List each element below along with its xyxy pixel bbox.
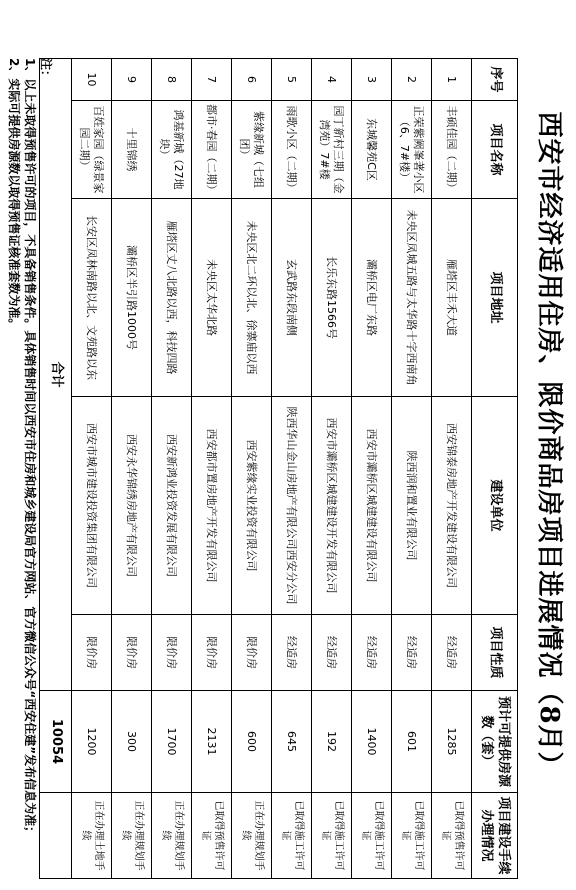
table-row (112, 59, 152, 879)
table-row (72, 59, 112, 879)
total-value: 10054 (40, 691, 72, 793)
table-header-row (472, 59, 518, 879)
cell-no: 5 (272, 59, 312, 101)
cell-nature: 限价房 (152, 615, 192, 691)
cell-progress: 正在办理规划手续 (232, 793, 272, 879)
cell-nature: 经适房 (272, 615, 312, 691)
cell-name: 十里锦绣 (112, 101, 152, 199)
cell-nature: 限价房 (72, 615, 112, 691)
cell-progress: 已取得预售许可证 (432, 793, 472, 879)
header-progress: 项目建设手续办理情况 (472, 793, 518, 879)
cell-no: 6 (232, 59, 272, 101)
header-nature: 项目性质 (472, 615, 518, 691)
cell-name: 东城馨苑C区 (352, 101, 392, 199)
cell-address: 长乐东路1566号 (312, 199, 352, 397)
table-row (152, 59, 192, 879)
cell-name: 都市·春园（二期） (192, 101, 232, 199)
cell-nature: 经适房 (312, 615, 352, 691)
cell-name: 丰硕佳园（二期） (432, 101, 472, 199)
cell-address: 灞桥区半引路1000号 (112, 199, 152, 397)
cell-supply: 601 (392, 691, 432, 793)
cell-name: 园丁新村三期（金湾苑）7#楼 (312, 101, 352, 199)
cell-no: 1 (432, 59, 472, 101)
cell-address: 雁塔区丈八北路以西，科技四路 (152, 199, 192, 397)
cell-unit: 陕西华山金山房地产有限公司西安分公司 (272, 397, 312, 615)
cell-supply: 2131 (192, 691, 232, 793)
cell-no: 8 (152, 59, 192, 101)
cell-address: 长安区凤林南路以北、文苑路以东 (72, 199, 112, 397)
cell-no: 7 (192, 59, 232, 101)
cell-progress: 已取得预售许可证 (192, 793, 232, 879)
header-supply: 预计可提供房源数（套） (472, 691, 518, 793)
notes (6, 58, 54, 878)
cell-supply: 1400 (352, 691, 392, 793)
cell-no: 2 (392, 59, 432, 101)
cell-unit: 西安市灞桥区城建建设开发有限公司 (312, 397, 352, 615)
cell-progress: 已取得施工许可证 (312, 793, 352, 879)
table-row (192, 59, 232, 879)
note-item: 2、实际可提供房源数以取得预售证核准套数为准。 (7, 58, 21, 331)
cell-name: 雨歌小区（二期） (272, 101, 312, 199)
cell-no: 10 (72, 59, 112, 101)
cell-progress: 正在办理规划手续 (112, 793, 152, 879)
cell-supply: 1285 (432, 691, 472, 793)
cell-address: 未央区凤城五路与太华路十字西南角 (392, 199, 432, 397)
cell-unit: 陕西润和置业有限公司 (392, 397, 432, 615)
cell-progress: 已取得施工许可证 (352, 793, 392, 879)
cell-nature: 经适房 (392, 615, 432, 691)
table-row (232, 59, 272, 879)
table-row (392, 59, 432, 879)
cell-progress: 已取得施工许可证 (272, 793, 312, 879)
cell-supply: 192 (312, 691, 352, 793)
cell-no: 9 (112, 59, 152, 101)
cell-unit: 西安市灞桥区城建建设有限公司 (352, 397, 392, 615)
cell-address: 灞桥区电厂东路 (352, 199, 392, 397)
cell-unit: 西安都市置房地产开发有限公司 (192, 397, 232, 615)
total-label: 合计 (40, 59, 72, 691)
cell-unit: 西安锦泰房地产开发建设有限公司 (432, 397, 472, 615)
table-row (312, 59, 352, 879)
cell-nature: 限价房 (232, 615, 272, 691)
cell-progress: 正在办理土地手续 (72, 793, 112, 879)
header-name: 项目名称 (472, 101, 518, 199)
table-row (432, 59, 472, 879)
note-item: 1、以上未取得预售许可的项目，不具备销售条件。具体销售时间以西安市住房和城乡建设局官方网站、官方微信公众号“西安住建”发布信息为准； (23, 58, 37, 839)
cell-no: 4 (312, 59, 352, 101)
cell-unit: 西安新鸿业投资发展有限公司 (152, 397, 192, 615)
note-heading: 注： (39, 58, 53, 83)
cell-name: 紫缘新城（七组团） (232, 101, 272, 199)
cell-nature: 经适房 (352, 615, 392, 691)
cell-nature: 经适房 (432, 615, 472, 691)
cell-address: 未央区北二环以北、徐寨庙以西 (232, 199, 272, 397)
cell-progress: 正在办理规划手续 (152, 793, 192, 879)
cell-name: 百姓家园（绿景家园二期） (72, 101, 112, 199)
table-row (352, 59, 392, 879)
cell-nature: 限价房 (192, 615, 232, 691)
cell-address: 未央区太华北路 (192, 199, 232, 397)
header-address: 项目地址 (472, 199, 518, 397)
cell-address: 玄武路东段南侧 (272, 199, 312, 397)
cell-unit: 西安永华锦绣房地产有限公司 (112, 397, 152, 615)
cell-no: 3 (352, 59, 392, 101)
cell-supply: 1200 (72, 691, 112, 793)
cell-name: 正荣紫阙峯著小区（6、7#楼） (392, 101, 432, 199)
header-no: 序号 (472, 59, 518, 101)
project-table (39, 58, 518, 879)
cell-unit: 西安市城市建设投资集团有限公司 (72, 397, 112, 615)
cell-supply: 645 (272, 691, 312, 793)
cell-name: 鸿基新城（27地块） (152, 101, 192, 199)
header-unit: 建设单位 (472, 397, 518, 615)
cell-supply: 1700 (152, 691, 192, 793)
cell-supply: 600 (232, 691, 272, 793)
table-row (272, 59, 312, 879)
document-title: 西安市经济适用住房、限价商品房项目进展情况（8月） (534, 111, 564, 779)
cell-address: 雁塔区丰禾大道 (432, 199, 472, 397)
cell-nature: 限价房 (112, 615, 152, 691)
cell-unit: 西安紫缘实业投资有限公司 (232, 397, 272, 615)
cell-progress: 已取得施工许可证 (392, 793, 432, 879)
cell-supply: 300 (112, 691, 152, 793)
